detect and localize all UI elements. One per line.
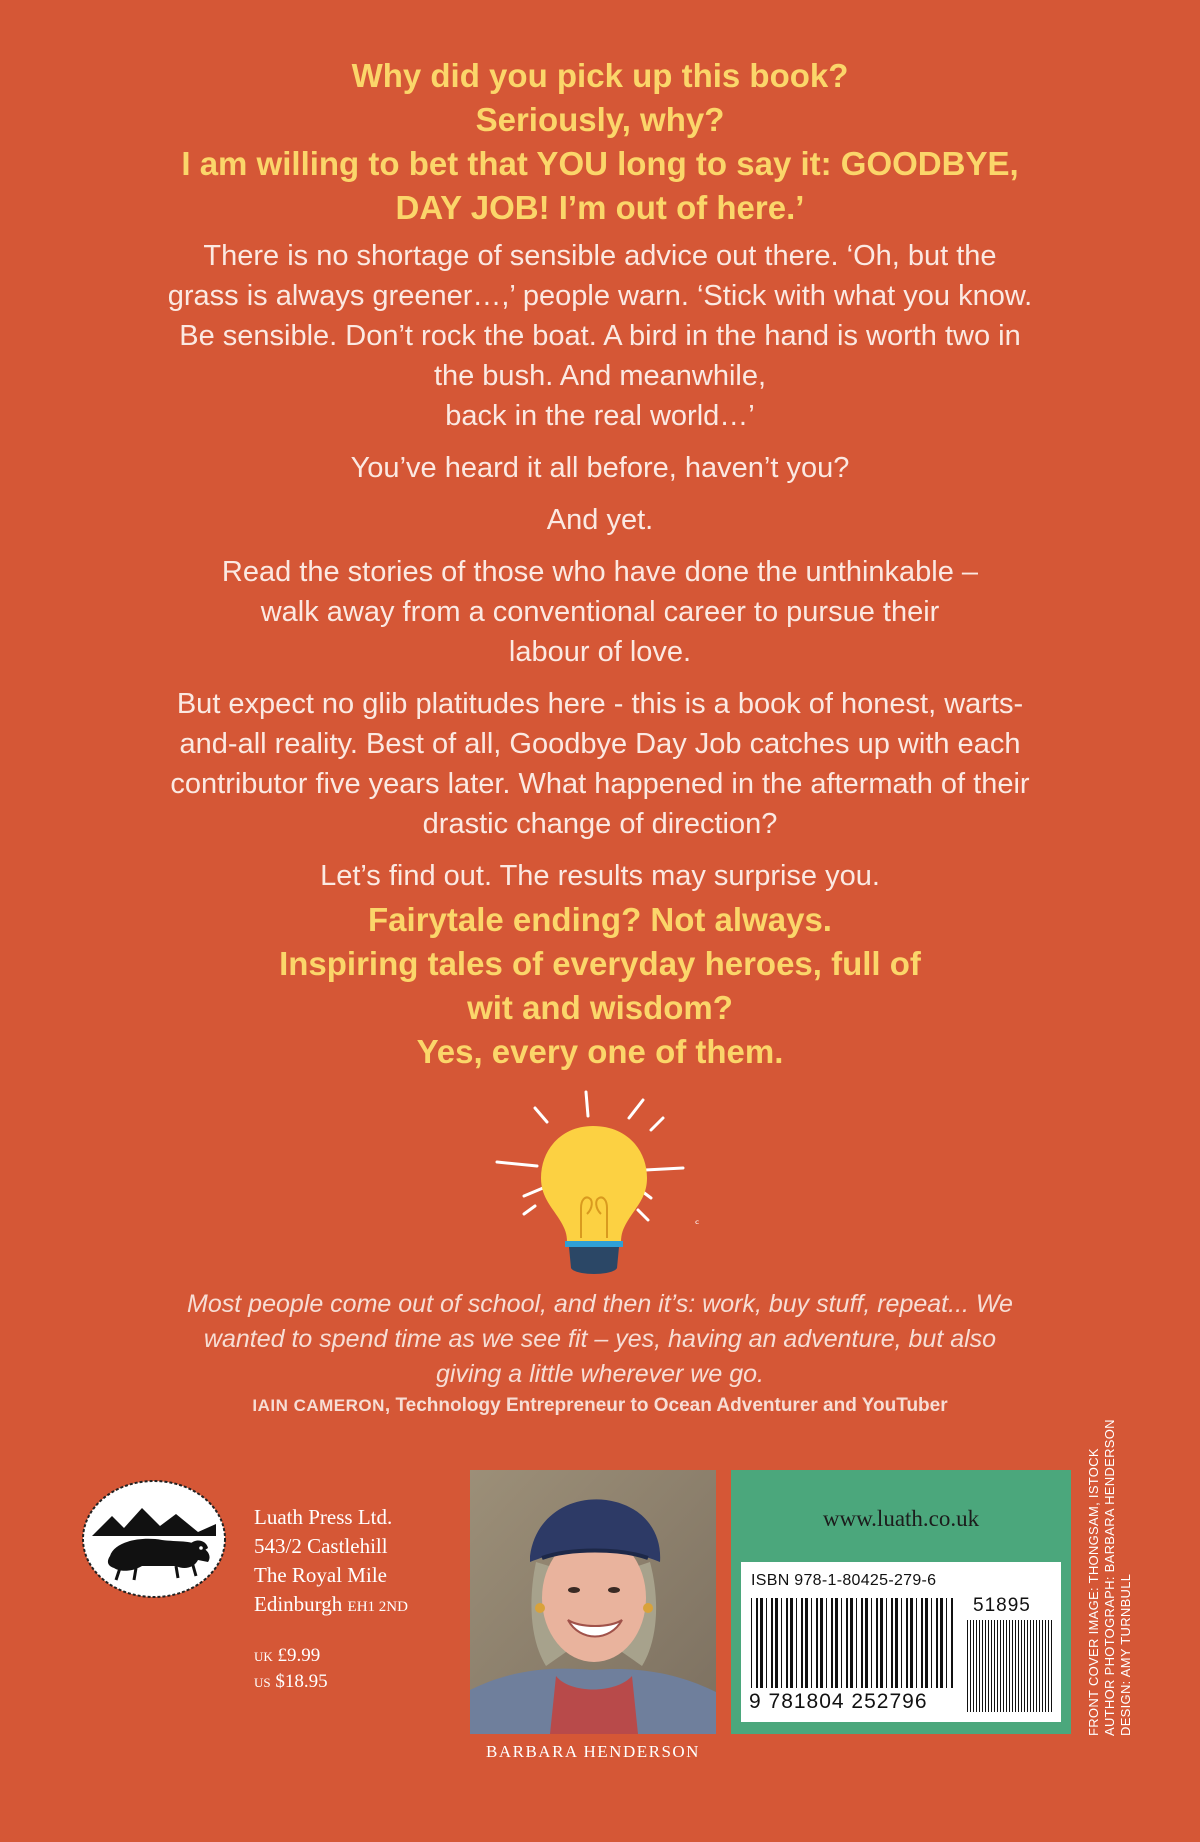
barcode-bar bbox=[1000, 1620, 1001, 1712]
body-paragraph bbox=[90, 684, 1110, 844]
barcode-bar bbox=[835, 1598, 838, 1688]
barcode-bar bbox=[970, 1620, 971, 1712]
body-paragraph bbox=[90, 236, 1110, 436]
barcode-bar bbox=[861, 1598, 863, 1688]
body-line: contributor five years later. What happened in the aftermath of their bbox=[170, 768, 1030, 800]
headline-line: DAY JOB! I’m out of here.’ bbox=[395, 189, 805, 226]
barcode-bar bbox=[979, 1620, 980, 1712]
closing-line: Yes, every one of them. bbox=[416, 1033, 784, 1070]
barcode-bar bbox=[976, 1620, 977, 1712]
body-line: Let’s find out. The results may surprise you. bbox=[320, 860, 880, 892]
barcode-bar bbox=[1027, 1620, 1028, 1712]
publisher-website: www.luath.co.uk bbox=[822, 1506, 980, 1531]
luath-dog-logo bbox=[80, 1478, 228, 1600]
barcode-bar bbox=[921, 1598, 923, 1688]
publisher-address-line: The Royal Mile bbox=[254, 1563, 387, 1587]
body-line: There is no shortage of sensible advice out there. ‘Oh, but the bbox=[203, 240, 997, 272]
publisher-address bbox=[254, 1503, 408, 1622]
barcode-digits: 9 781804 252796 bbox=[749, 1690, 928, 1713]
body-line: And yet. bbox=[546, 504, 654, 536]
quote-attribution bbox=[100, 1395, 1100, 1417]
barcode-bar bbox=[1045, 1620, 1046, 1712]
closing-highlight bbox=[60, 898, 1140, 1074]
barcode-bar bbox=[1030, 1620, 1031, 1712]
testimonial-quote bbox=[100, 1287, 1100, 1392]
body-line: walk away from a conventional career to pursue their bbox=[260, 596, 940, 628]
barcode-bar bbox=[891, 1598, 893, 1688]
barcode-bar bbox=[925, 1598, 928, 1688]
credit-line: AUTHOR PHOTOGRAPH: BARBARA HENDERSON bbox=[1102, 1419, 1117, 1736]
barcode-bar bbox=[760, 1598, 763, 1688]
barcode-bar bbox=[895, 1598, 898, 1688]
barcode-bar bbox=[997, 1620, 998, 1712]
barcode-supplement-digits: 51895 bbox=[973, 1595, 1031, 1616]
blurb-body bbox=[90, 236, 1110, 908]
barcode-bar bbox=[916, 1598, 917, 1688]
barcode-bar bbox=[931, 1598, 932, 1688]
body-line: Read the stories of those who have done the unthinkable – bbox=[221, 556, 979, 588]
barcode-bar bbox=[906, 1598, 908, 1688]
barcode-bar bbox=[876, 1598, 878, 1688]
barcode-bar bbox=[1006, 1620, 1007, 1712]
body-line: back in the real world…’ bbox=[445, 400, 755, 432]
body-paragraph bbox=[90, 448, 1110, 488]
barcode-bar bbox=[940, 1598, 943, 1688]
barcode-bar bbox=[766, 1598, 767, 1688]
price-currency: UK bbox=[254, 1649, 273, 1664]
barcode-bar bbox=[1021, 1620, 1022, 1712]
quote-line: wanted to spend time as we see fit – yes, having an adventure, but also bbox=[203, 1325, 997, 1353]
headline-line: I am willing to bet that YOU long to say it: GOODBYE, bbox=[181, 145, 1019, 182]
barcode-bar bbox=[910, 1598, 913, 1688]
barcode-bar bbox=[936, 1598, 938, 1688]
body-paragraph bbox=[90, 500, 1110, 540]
quote-line: giving a little wherever we go. bbox=[436, 1360, 764, 1388]
barcode-bar bbox=[871, 1598, 872, 1688]
author-portrait-illustration bbox=[470, 1470, 716, 1734]
barcode-panel bbox=[731, 1470, 1071, 1734]
publisher-address-line bbox=[254, 1590, 408, 1622]
barcode-bar bbox=[816, 1598, 818, 1688]
barcode-bar bbox=[967, 1620, 968, 1712]
barcode-bar bbox=[786, 1598, 788, 1688]
barcode-bar bbox=[771, 1598, 773, 1688]
cover-credits bbox=[1086, 1396, 1134, 1736]
barcode-bar bbox=[820, 1598, 823, 1688]
barcode-box bbox=[741, 1562, 1061, 1722]
author-photo bbox=[470, 1470, 716, 1734]
price-list bbox=[254, 1643, 328, 1695]
barcode-bar bbox=[1009, 1620, 1010, 1712]
headline bbox=[60, 54, 1140, 230]
barcode-bar bbox=[811, 1598, 812, 1688]
barcode-bar bbox=[985, 1620, 986, 1712]
credit-line: FRONT COVER IMAGE: THONGSAM, ISTOCK bbox=[1086, 1448, 1101, 1736]
publisher-postcode: EH1 2ND bbox=[347, 1599, 408, 1615]
headline-line: Seriously, why? bbox=[475, 101, 725, 138]
svg-text:ᶜ: ᶜ bbox=[695, 1217, 700, 1231]
barcode-bar bbox=[1048, 1620, 1049, 1712]
barcode-bar bbox=[1039, 1620, 1040, 1712]
body-line: drastic change of direction? bbox=[422, 808, 778, 840]
barcode-bar bbox=[801, 1598, 803, 1688]
barcode-bar bbox=[1036, 1620, 1037, 1712]
price-amount: £9.99 bbox=[277, 1645, 321, 1666]
quote-author-name: IAIN CAMERON bbox=[252, 1396, 385, 1415]
barcode-bar bbox=[751, 1598, 752, 1688]
barcode-bar bbox=[856, 1598, 857, 1688]
price-us bbox=[254, 1669, 328, 1695]
body-line: grass is always greener…,’ people warn. ‘Stick with what you know. bbox=[167, 280, 1033, 312]
barcode-bar bbox=[841, 1598, 842, 1688]
body-line: But expect no glib platitudes here - this is a book of honest, warts- bbox=[176, 688, 1024, 720]
body-line: Be sensible. Don’t rock the boat. A bird in the hand is worth two in bbox=[179, 320, 1021, 352]
barcode-bar bbox=[1051, 1620, 1052, 1712]
body-paragraph bbox=[90, 552, 1110, 672]
publisher-name: Luath Press Ltd. bbox=[254, 1505, 393, 1529]
price-currency: US bbox=[254, 1675, 271, 1690]
barcode-bar bbox=[886, 1598, 887, 1688]
barcode-bar bbox=[865, 1598, 868, 1688]
price-amount: $18.95 bbox=[275, 1671, 328, 1692]
barcode-bar bbox=[1003, 1620, 1004, 1712]
barcode-bar bbox=[1033, 1620, 1034, 1712]
body-line: labour of love. bbox=[508, 636, 692, 668]
barcode-bar bbox=[946, 1598, 947, 1688]
barcode-bar bbox=[973, 1620, 974, 1712]
barcode-bar bbox=[1015, 1620, 1016, 1712]
isbn-label: ISBN 978-1-80425-279-6 bbox=[751, 1572, 937, 1589]
publisher-address-line: 543/2 Castlehill bbox=[254, 1534, 388, 1558]
barcode-bar bbox=[1042, 1620, 1043, 1712]
barcode-bar bbox=[1012, 1620, 1013, 1712]
headline-line: Why did you pick up this book? bbox=[351, 57, 849, 94]
barcode-bar bbox=[991, 1620, 992, 1712]
barcode-bar bbox=[831, 1598, 833, 1688]
closing-line: wit and wisdom? bbox=[467, 989, 733, 1026]
barcode-bar bbox=[951, 1598, 953, 1688]
barcode-bar bbox=[880, 1598, 883, 1688]
closing-line: Fairytale ending? Not always. bbox=[368, 901, 832, 938]
publisher-city: Edinburgh bbox=[254, 1592, 343, 1616]
barcode-bar bbox=[756, 1598, 758, 1688]
barcode-bar bbox=[796, 1598, 797, 1688]
credit-line: DESIGN: AMY TURNBULL bbox=[1118, 1573, 1133, 1736]
barcode-bar bbox=[1024, 1620, 1025, 1712]
barcode-bar bbox=[790, 1598, 793, 1688]
barcode-bar bbox=[994, 1620, 995, 1712]
closing-line: Inspiring tales of everyday heroes, full of bbox=[279, 945, 921, 982]
barcode-bar bbox=[775, 1598, 778, 1688]
barcode-bar bbox=[850, 1598, 853, 1688]
barcode-bar bbox=[805, 1598, 808, 1688]
barcode-bar bbox=[781, 1598, 782, 1688]
body-paragraph bbox=[90, 856, 1110, 896]
quote-line: Most people come out of school, and then it’s: work, buy stuff, repeat... We bbox=[187, 1290, 1013, 1318]
author-photo-caption: BARBARA HENDERSON bbox=[486, 1742, 700, 1761]
barcode-bar bbox=[982, 1620, 983, 1712]
body-line: You’ve heard it all before, haven’t you? bbox=[350, 452, 850, 484]
body-line: the bush. And meanwhile, bbox=[433, 360, 767, 392]
barcode-bar bbox=[826, 1598, 827, 1688]
barcode-bar bbox=[988, 1620, 989, 1712]
lightbulb-icon bbox=[495, 1088, 715, 1278]
quote-author-role: , Technology Entrepreneur to Ocean Adventurer and YouTuber bbox=[384, 1395, 948, 1416]
barcode-bar bbox=[901, 1598, 902, 1688]
barcode-bar bbox=[1018, 1620, 1019, 1712]
price-uk bbox=[254, 1643, 328, 1669]
barcode-bar bbox=[846, 1598, 848, 1688]
body-line: and-all reality. Best of all, Goodbye Day Job catches up with each bbox=[179, 728, 1021, 760]
